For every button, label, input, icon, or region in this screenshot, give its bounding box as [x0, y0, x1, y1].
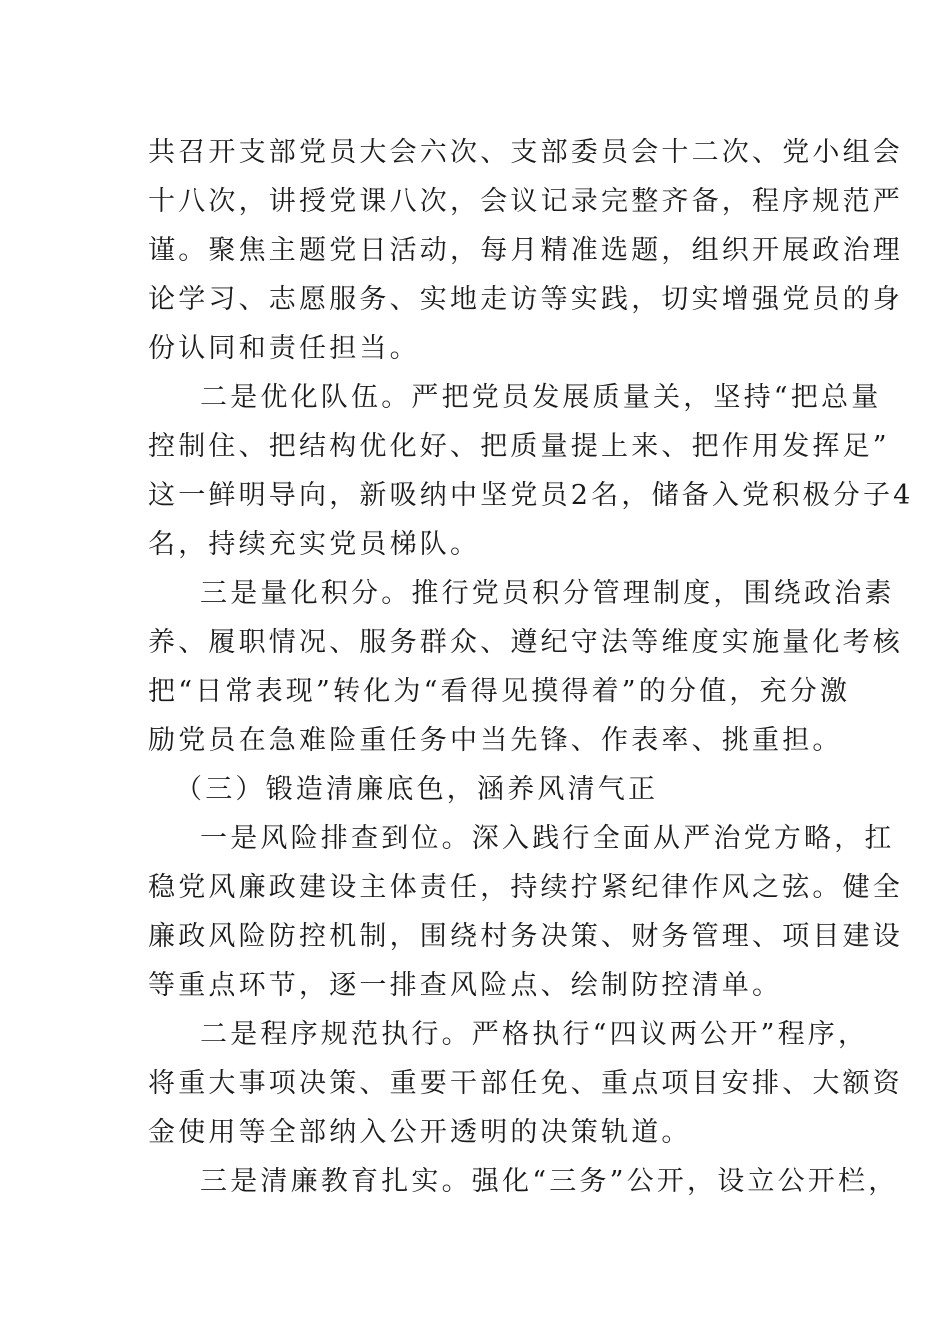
text-line: 这一鲜明导向，新吸纳中坚党员2名，储备入党积极分子4 — [148, 480, 914, 511]
text-line: 论学习、志愿服务、实地走访等实践，切实增强党员的身 — [148, 284, 903, 315]
text-line: 共召开支部党员大会六次、支部委员会十二次、党小组会 — [148, 137, 903, 168]
paragraph-start: 二是程序规范执行。严格执行“四议两公开”程序， — [200, 1019, 869, 1050]
text-line: 名，持续充实党员梯队。 — [148, 529, 481, 560]
text-line: 十八次，讲授党课八次，会议记录完整齐备，程序规范严 — [148, 186, 903, 217]
text-line: 廉政风险防控机制，围绕村务决策、财务管理、项目建设 — [148, 921, 903, 952]
text-line: 励党员在急难险重任务中当先锋、作表率、挑重担。 — [148, 725, 843, 756]
text-line: 份认同和责任担当。 — [148, 333, 420, 364]
section-heading: （三）锻造清廉底色，涵养风清气正 — [175, 774, 659, 805]
paragraph-start: 三是量化积分。推行党员积分管理制度，围绕政治素 — [200, 578, 895, 609]
text-line: 把“日常表现”转化为“看得见摸得着”的分值，充分激 — [148, 676, 851, 707]
text-line: 谨。聚焦主题党日活动，每月精准选题，组织开展政治理 — [148, 235, 903, 266]
paragraph-start: 三是清廉教育扎实。强化“三务”公开，设立公开栏， — [200, 1166, 899, 1197]
text-line: 等重点环节，逐一排查风险点、绘制防控清单。 — [148, 970, 783, 1001]
text-line: 养、履职情况、服务群众、遵纪守法等维度实施量化考核 — [148, 627, 903, 658]
paragraph-start: 二是优化队伍。严把党员发展质量关，坚持“把总量 — [200, 382, 882, 413]
paragraph-start: 一是风险排查到位。深入践行全面从严治党方略，扛 — [200, 823, 895, 854]
text-line: 将重大事项决策、重要干部任免、重点项目安排、大额资 — [148, 1068, 903, 1099]
text-line: 控制住、把结构优化好、把质量提上来、把作用发挥足” — [148, 431, 890, 462]
text-line: 稳党风廉政建设主体责任，持续拧紧纪律作风之弦。健全 — [148, 872, 903, 903]
text-line: 金使用等全部纳入公开透明的决策轨道。 — [148, 1117, 692, 1148]
